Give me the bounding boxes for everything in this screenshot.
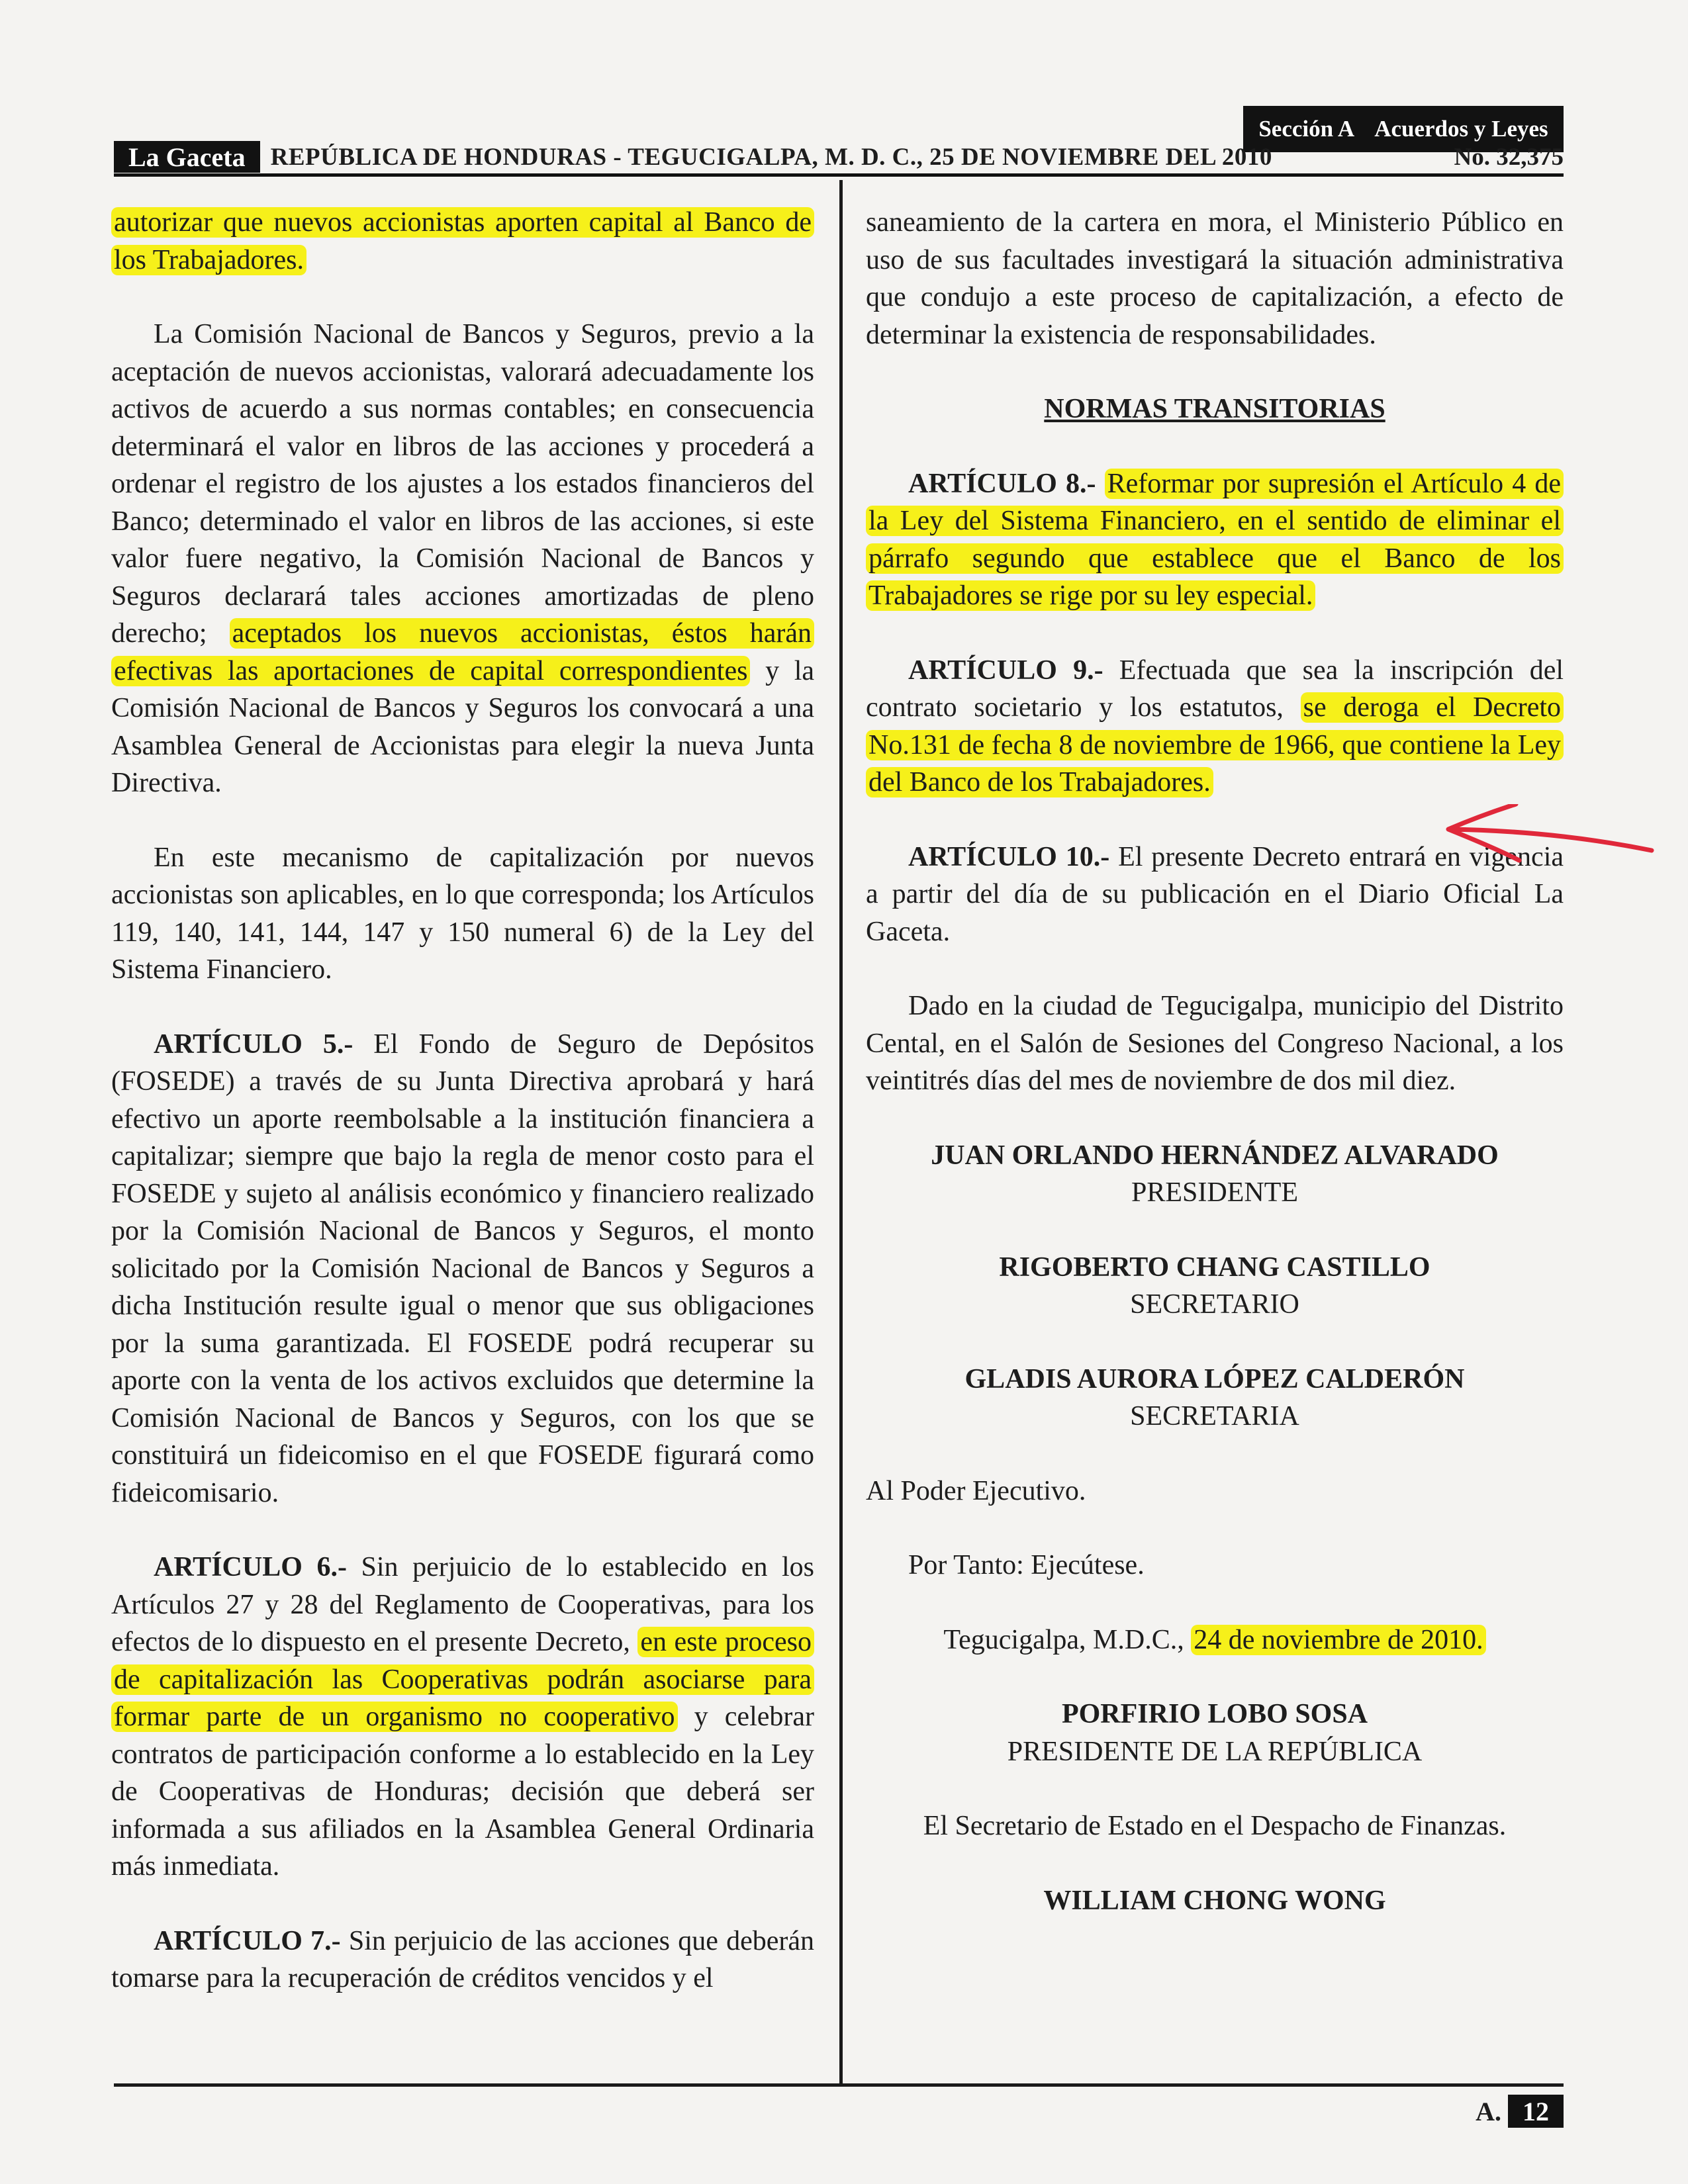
masthead-title: REPÚBLICA DE HONDURAS - TEGUCIGALPA, M. D. C., 25 DE NOVIEMBRE DEL 2010 — [270, 143, 1272, 171]
left-column — [111, 204, 814, 2034]
article-7 — [111, 1923, 814, 1997]
signatory-role: SECRETARIA — [1130, 1401, 1299, 1432]
signatory-role: PRESIDENTE DE LA REPÚBLICA — [1007, 1736, 1423, 1767]
annotation-arrow-icon — [1436, 804, 1655, 877]
article-label: ARTÍCULO 9.- — [908, 655, 1103, 686]
paragraph-comision — [111, 316, 814, 802]
section-label: Sección A — [1258, 116, 1355, 142]
paragraph-mecanismo: En este mecanismo de capitalización por nuevos accionistas son aplicables, en lo que corresponda; los Artículos 119, 140, 141, 144, 147 y 150 numeral 6) de la Ley del Sistema Financiero. — [111, 842, 814, 985]
text: La Comisión Nacional de Bancos y Seguros, previo a la aceptación de nuevos accionistas, valorará adecuadamente los activos de acuerdo a sus normas contables; en consecuencia determinará el valor en libros de las acciones y procederá a ordenar el registro de los ajustes a los estados financieros del Banco; determinado el valor en libros de las acciones, si este valor fuere negativo, la Comisión Nacional de Bancos y Seguros declarará tales acciones amortizadas de pleno derecho; — [111, 319, 814, 649]
article-label: ARTÍCULO 5.- — [154, 1028, 353, 1060]
article-label: ARTÍCULO 7.- — [154, 1925, 341, 1956]
signatory-name: WILLIAM CHONG WONG — [1043, 1885, 1386, 1916]
paragraph-por-tanto: Por Tanto: Ejecútese. — [908, 1550, 1145, 1580]
page-number: 12 — [1508, 2095, 1564, 2128]
article-text: Efectuada que sea la inscripción del contrato societario y los estatutos, — [866, 655, 1564, 723]
right-column — [866, 204, 1564, 1956]
article-label: ARTÍCULO 8.- — [908, 468, 1096, 499]
paragraph-al-poder: Al Poder Ejecutivo. — [866, 1475, 1086, 1506]
article-5 — [111, 1026, 814, 1512]
signature-block — [866, 1137, 1564, 1212]
article-6 — [111, 1549, 814, 1886]
signature-block — [866, 1361, 1564, 1435]
article-text: El presente Decreto entrará en vigencia a partir del día de su publicación en el Diario Oficial La Gaceta. — [866, 841, 1564, 947]
section-title: Acuerdos y Leyes — [1374, 116, 1548, 142]
article-9 — [866, 652, 1564, 801]
section-heading: NORMAS TRANSITORIAS — [1044, 394, 1385, 424]
signatory-name: JUAN ORLANDO HERNÁNDEZ ALVARADO — [931, 1140, 1499, 1171]
article-text: El Fondo de Seguro de Depósitos (FOSEDE) a través de su Junta Directiva aprobará y hará efectivo un aporte reembolsable a la institución financiera a capitalizar; siempre que bajo la regla de menor costo para el FOSEDE y sujeto al análisis económico y financiero realizado por la Comisión Nacional de Bancos y Seguros, el monto solicitado por la Comisión Nacional de Bancos y Seguros a dicha Institución resulte igual o menor que sus obligaciones por la suma garantizada. El FOSEDE podrá recuperar su aporte con la venta de los activos excluidos que determine la Comisión Nacional de Bancos y Seguros, con los que se constituirá un fideicomiso en el que FOSEDE figurará como fideicomisario. — [111, 1028, 814, 1508]
signature-block — [866, 1696, 1564, 1770]
signatory-name: GLADIS AURORA LÓPEZ CALDERÓN — [964, 1363, 1465, 1394]
article-text: y celebrar contratos de participación conforme a lo establecido en la Ley de Cooperativas de Honduras; decisión que deberá ser informada a sus afiliados en la Asamblea General Ordinaria más inmediata. — [111, 1702, 814, 1882]
article-label: ARTÍCULO 6.- — [154, 1552, 347, 1582]
footer-letter: A. — [1476, 2096, 1501, 2126]
signatory-role: SECRETARIO — [1130, 1289, 1299, 1320]
signature-block — [866, 1249, 1564, 1324]
article-label: ARTÍCULO 10.- — [908, 841, 1110, 872]
paragraph-date — [866, 1621, 1564, 1659]
highlight: en este proceso de capitalización las Cooperativas podrán asociarse para formar parte de un organismo no cooperativo — [111, 1627, 814, 1732]
article-8 — [866, 465, 1564, 615]
page-footer — [1476, 2095, 1564, 2128]
signatory-name: RIGOBERTO CHANG CASTILLO — [999, 1251, 1430, 1283]
signature-block — [866, 1882, 1564, 1920]
paragraph-dado: Dado en la ciudad de Tegucigalpa, municipio del Distrito Cental, en el Salón de Sesiones del Congreso Nacional, a los veintitrés días del mes de noviembre de dos mil diez. — [866, 991, 1564, 1096]
paragraph-secretario: El Secretario de Estado en el Despacho de Finanzas. — [923, 1811, 1507, 1841]
article-text: Sin perjuicio de las acciones que deberán tomarse para la recuperación de créditos vencidos y el — [111, 1925, 815, 1993]
publication-name: La Gaceta — [114, 141, 260, 173]
bottom-rule — [114, 2083, 1564, 2087]
highlight: autorizar que nuevos accionistas aporten capital al Banco de los Trabajadores. — [111, 207, 814, 275]
article-text: Sin perjuicio de lo establecido en los Artículos 27 y 28 del Reglamento de Cooperativas, para los efectos de lo dispuesto en el presente Decreto, — [111, 1552, 815, 1657]
place: Tegucigalpa, M.D.C., — [943, 1624, 1184, 1655]
masthead — [114, 140, 1564, 177]
issue-number: No. 32,375 — [1454, 143, 1564, 171]
column-divider — [839, 180, 843, 2086]
highlight: Reformar por supresión el Artículo 4 de la Ley del Sistema Financiero, en el sentido de eliminar el párrafo segundo que establece que el Banco de los Trabajadores se rige por su ley especial. — [866, 469, 1564, 612]
paragraph-authorize — [111, 204, 814, 279]
highlight: aceptados los nuevos accionistas, éstos harán efectivas las aportaciones de capital correspondientes — [111, 618, 814, 686]
paragraph-saneamiento: saneamiento de la cartera en mora, el Ministerio Público en uso de sus facultades investigará la situación administrativa que condujo a este proceso de capitalización, a efecto de determinar la existencia de responsabilidades. — [866, 207, 1564, 350]
text: y la Comisión Nacional de Bancos y Seguros los convocará a una Asamblea General de Accionistas para elegir la nueva Junta Directiva. — [111, 655, 815, 798]
signatory-name: PORFIRIO LOBO SOSA — [1061, 1699, 1368, 1729]
highlight: se deroga el Decreto No.131 de fecha 8 de noviembre de 1966, que contiene la Ley del Banco de los Trabajadores. — [866, 692, 1564, 797]
signatory-role: PRESIDENTE — [1131, 1177, 1298, 1208]
highlight: 24 de noviembre de 2010. — [1191, 1625, 1485, 1655]
